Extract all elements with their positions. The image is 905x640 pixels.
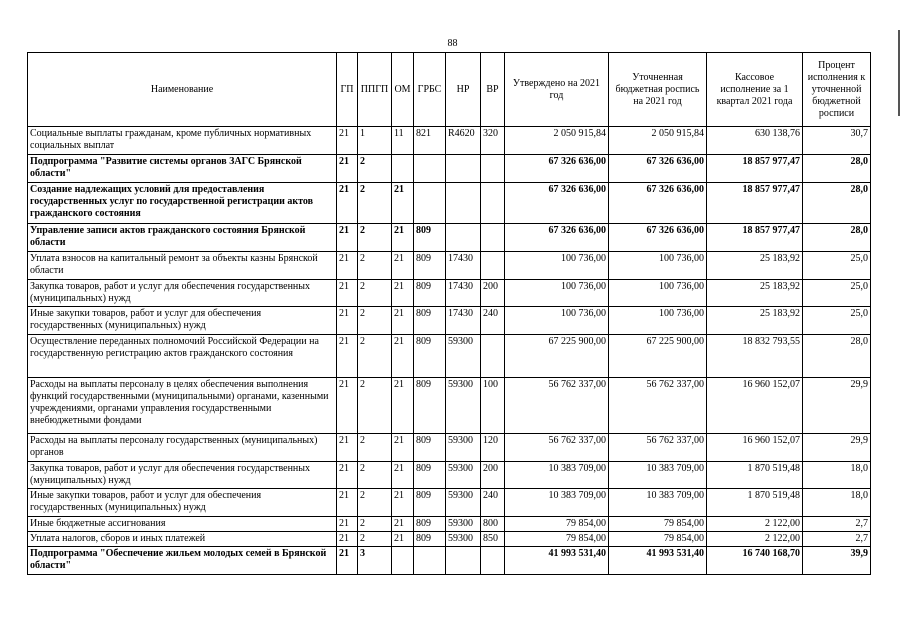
cell-approved: 67 326 636,00 bbox=[505, 155, 609, 183]
cell-nr: 17430 bbox=[446, 252, 481, 280]
cell-refined: 67 326 636,00 bbox=[609, 183, 707, 224]
cell-cash: 630 138,76 bbox=[707, 127, 803, 155]
header-nr: НР bbox=[446, 53, 481, 127]
cell-gp: 21 bbox=[337, 378, 358, 434]
table-row bbox=[28, 532, 871, 547]
cell-ppgp: 1 bbox=[358, 127, 392, 155]
header-name: Наименование bbox=[28, 53, 337, 127]
cell-cash: 2 122,00 bbox=[707, 517, 803, 532]
cell-approved: 100 736,00 bbox=[505, 307, 609, 335]
budget-execution-table bbox=[27, 52, 871, 575]
cell-approved: 10 383 709,00 bbox=[505, 489, 609, 517]
cell-cash: 16 960 152,07 bbox=[707, 378, 803, 434]
header-ppgp: ППГП bbox=[358, 53, 392, 127]
cell-nr: 17430 bbox=[446, 307, 481, 335]
cell-nr: 59300 bbox=[446, 378, 481, 434]
cell-gp: 21 bbox=[337, 307, 358, 335]
header-percent: Процент исполнения к уточненной бюджетной росписи bbox=[803, 53, 871, 127]
cell-om: 21 bbox=[392, 252, 414, 280]
header-grbs: ГРБС bbox=[414, 53, 446, 127]
cell-om: 21 bbox=[392, 307, 414, 335]
cell-grbs bbox=[414, 155, 446, 183]
cell-grbs: 809 bbox=[414, 335, 446, 378]
cell-om: 21 bbox=[392, 489, 414, 517]
cell-percent: 28,0 bbox=[803, 224, 871, 252]
cell-percent: 39,9 bbox=[803, 547, 871, 575]
cell-om bbox=[392, 155, 414, 183]
cell-om: 11 bbox=[392, 127, 414, 155]
cell-nr: 59300 bbox=[446, 434, 481, 462]
cell-approved: 100 736,00 bbox=[505, 280, 609, 307]
cell-vr bbox=[481, 547, 505, 575]
cell-vr bbox=[481, 183, 505, 224]
table-body bbox=[28, 127, 871, 575]
cell-grbs: 809 bbox=[414, 378, 446, 434]
cell-ppgp: 3 bbox=[358, 547, 392, 575]
cell-approved: 67 326 636,00 bbox=[505, 183, 609, 224]
cell-nr: 59300 bbox=[446, 462, 481, 489]
cell-gp: 21 bbox=[337, 489, 358, 517]
cell-vr: 100 bbox=[481, 378, 505, 434]
cell-grbs: 809 bbox=[414, 489, 446, 517]
table-row bbox=[28, 127, 871, 155]
cell-percent: 28,0 bbox=[803, 335, 871, 378]
cell-om: 21 bbox=[392, 224, 414, 252]
cell-gp: 21 bbox=[337, 127, 358, 155]
cell-cash: 25 183,92 bbox=[707, 252, 803, 280]
cell-cash: 16 740 168,70 bbox=[707, 547, 803, 575]
cell-percent: 30,7 bbox=[803, 127, 871, 155]
cell-grbs: 809 bbox=[414, 252, 446, 280]
cell-ppgp: 2 bbox=[358, 183, 392, 224]
table-row bbox=[28, 307, 871, 335]
cell-om: 21 bbox=[392, 462, 414, 489]
cell-cash: 16 960 152,07 bbox=[707, 434, 803, 462]
cell-refined: 56 762 337,00 bbox=[609, 378, 707, 434]
cell-approved: 67 326 636,00 bbox=[505, 224, 609, 252]
cell-ppgp: 2 bbox=[358, 224, 392, 252]
cell-name: Подпрограмма "Развитие системы органов ЗАГС Брянской области" bbox=[28, 155, 337, 183]
cell-percent: 28,0 bbox=[803, 155, 871, 183]
table-row bbox=[28, 547, 871, 575]
table-row bbox=[28, 378, 871, 434]
table-header-row bbox=[28, 53, 871, 127]
cell-ppgp: 2 bbox=[358, 280, 392, 307]
scan-edge-mark bbox=[898, 30, 900, 116]
cell-grbs bbox=[414, 547, 446, 575]
cell-name: Закупка товаров, работ и услуг для обеспечения государственных (муниципальных) нужд bbox=[28, 462, 337, 489]
cell-om: 21 bbox=[392, 434, 414, 462]
cell-gp: 21 bbox=[337, 335, 358, 378]
cell-percent: 29,9 bbox=[803, 378, 871, 434]
cell-refined: 100 736,00 bbox=[609, 307, 707, 335]
cell-cash: 1 870 519,48 bbox=[707, 462, 803, 489]
cell-cash: 25 183,92 bbox=[707, 280, 803, 307]
cell-approved: 79 854,00 bbox=[505, 517, 609, 532]
cell-cash: 18 857 977,47 bbox=[707, 224, 803, 252]
cell-grbs: 809 bbox=[414, 434, 446, 462]
cell-gp: 21 bbox=[337, 532, 358, 547]
cell-vr bbox=[481, 335, 505, 378]
table-row bbox=[28, 252, 871, 280]
cell-percent: 25,0 bbox=[803, 307, 871, 335]
cell-refined: 79 854,00 bbox=[609, 517, 707, 532]
cell-refined: 41 993 531,40 bbox=[609, 547, 707, 575]
page-number: 88 bbox=[447, 38, 458, 49]
cell-gp: 21 bbox=[337, 434, 358, 462]
cell-name: Уплата взносов на капитальный ремонт за объекты казны Брянской области bbox=[28, 252, 337, 280]
cell-cash: 18 857 977,47 bbox=[707, 155, 803, 183]
cell-refined: 10 383 709,00 bbox=[609, 462, 707, 489]
cell-percent: 29,9 bbox=[803, 434, 871, 462]
cell-percent: 25,0 bbox=[803, 252, 871, 280]
cell-grbs: 809 bbox=[414, 532, 446, 547]
cell-vr bbox=[481, 155, 505, 183]
cell-om bbox=[392, 547, 414, 575]
cell-cash: 1 870 519,48 bbox=[707, 489, 803, 517]
cell-ppgp: 2 bbox=[358, 335, 392, 378]
table-row bbox=[28, 280, 871, 307]
cell-refined: 67 326 636,00 bbox=[609, 224, 707, 252]
cell-grbs: 821 bbox=[414, 127, 446, 155]
cell-refined: 67 326 636,00 bbox=[609, 155, 707, 183]
cell-gp: 21 bbox=[337, 547, 358, 575]
cell-ppgp: 2 bbox=[358, 378, 392, 434]
cell-refined: 100 736,00 bbox=[609, 280, 707, 307]
cell-grbs: 809 bbox=[414, 307, 446, 335]
cell-ppgp: 2 bbox=[358, 462, 392, 489]
cell-om: 21 bbox=[392, 335, 414, 378]
cell-name: Осуществление переданных полномочий Российской Федерации на государственную регистрацию актов гражданского состояния bbox=[28, 335, 337, 378]
cell-ppgp: 2 bbox=[358, 155, 392, 183]
cell-percent: 18,0 bbox=[803, 489, 871, 517]
cell-om: 21 bbox=[392, 280, 414, 307]
cell-cash: 18 857 977,47 bbox=[707, 183, 803, 224]
table-row bbox=[28, 224, 871, 252]
cell-ppgp: 2 bbox=[358, 517, 392, 532]
cell-refined: 56 762 337,00 bbox=[609, 434, 707, 462]
cell-nr: 59300 bbox=[446, 517, 481, 532]
cell-name: Создание надлежащих условий для предоставления государственных услуг по государственной регистрации актов гражданского состояния bbox=[28, 183, 337, 224]
header-refined: Уточненная бюджетная роспись на 2021 год bbox=[609, 53, 707, 127]
cell-nr: 17430 bbox=[446, 280, 481, 307]
cell-approved: 79 854,00 bbox=[505, 532, 609, 547]
table-row bbox=[28, 335, 871, 378]
cell-name: Расходы на выплаты персоналу в целях обеспечения выполнения функций государственными (муниципальными) органами, казенными учреждениями, органами управления государственными внебюджетными фондами bbox=[28, 378, 337, 434]
cell-ppgp: 2 bbox=[358, 434, 392, 462]
cell-percent: 28,0 bbox=[803, 183, 871, 224]
table-row bbox=[28, 155, 871, 183]
cell-name: Иные закупки товаров, работ и услуг для обеспечения государственных (муниципальных) нужд bbox=[28, 489, 337, 517]
cell-nr bbox=[446, 155, 481, 183]
cell-nr: 59300 bbox=[446, 335, 481, 378]
cell-approved: 56 762 337,00 bbox=[505, 434, 609, 462]
cell-nr bbox=[446, 547, 481, 575]
cell-gp: 21 bbox=[337, 224, 358, 252]
cell-name: Иные закупки товаров, работ и услуг для обеспечения государственных (муниципальных) нужд bbox=[28, 307, 337, 335]
cell-grbs: 809 bbox=[414, 280, 446, 307]
cell-vr: 120 bbox=[481, 434, 505, 462]
cell-approved: 67 225 900,00 bbox=[505, 335, 609, 378]
cell-vr bbox=[481, 224, 505, 252]
cell-vr: 240 bbox=[481, 307, 505, 335]
header-approved: Утверждено на 2021 год bbox=[505, 53, 609, 127]
cell-ppgp: 2 bbox=[358, 489, 392, 517]
table-row bbox=[28, 489, 871, 517]
cell-vr bbox=[481, 252, 505, 280]
cell-grbs: 809 bbox=[414, 462, 446, 489]
cell-om: 21 bbox=[392, 517, 414, 532]
cell-nr: R4620 bbox=[446, 127, 481, 155]
cell-percent: 2,7 bbox=[803, 532, 871, 547]
cell-approved: 10 383 709,00 bbox=[505, 462, 609, 489]
cell-approved: 56 762 337,00 bbox=[505, 378, 609, 434]
header-cash: Кассовое исполнение за 1 квартал 2021 года bbox=[707, 53, 803, 127]
cell-nr bbox=[446, 224, 481, 252]
cell-name: Уплата налогов, сборов и иных платежей bbox=[28, 532, 337, 547]
cell-gp: 21 bbox=[337, 155, 358, 183]
table-row bbox=[28, 183, 871, 224]
cell-name: Социальные выплаты гражданам, кроме публичных нормативных социальных выплат bbox=[28, 127, 337, 155]
cell-cash: 2 122,00 bbox=[707, 532, 803, 547]
cell-grbs bbox=[414, 183, 446, 224]
cell-refined: 100 736,00 bbox=[609, 252, 707, 280]
cell-name: Расходы на выплаты персоналу государственных (муниципальных) органов bbox=[28, 434, 337, 462]
cell-name: Управление записи актов гражданского состояния Брянской области bbox=[28, 224, 337, 252]
cell-name: Подпрограмма "Обеспечение жильем молодых семей в Брянской области" bbox=[28, 547, 337, 575]
cell-percent: 18,0 bbox=[803, 462, 871, 489]
cell-nr: 59300 bbox=[446, 532, 481, 547]
cell-vr: 320 bbox=[481, 127, 505, 155]
cell-gp: 21 bbox=[337, 183, 358, 224]
cell-om: 21 bbox=[392, 378, 414, 434]
cell-name: Иные бюджетные ассигнования bbox=[28, 517, 337, 532]
cell-approved: 100 736,00 bbox=[505, 252, 609, 280]
cell-percent: 2,7 bbox=[803, 517, 871, 532]
cell-refined: 67 225 900,00 bbox=[609, 335, 707, 378]
cell-gp: 21 bbox=[337, 252, 358, 280]
cell-ppgp: 2 bbox=[358, 532, 392, 547]
cell-om: 21 bbox=[392, 183, 414, 224]
header-om: ОМ bbox=[392, 53, 414, 127]
cell-ppgp: 2 bbox=[358, 307, 392, 335]
cell-refined: 10 383 709,00 bbox=[609, 489, 707, 517]
cell-gp: 21 bbox=[337, 517, 358, 532]
cell-grbs: 809 bbox=[414, 517, 446, 532]
cell-approved: 2 050 915,84 bbox=[505, 127, 609, 155]
cell-om: 21 bbox=[392, 532, 414, 547]
cell-vr: 850 bbox=[481, 532, 505, 547]
cell-refined: 2 050 915,84 bbox=[609, 127, 707, 155]
cell-gp: 21 bbox=[337, 280, 358, 307]
cell-vr: 200 bbox=[481, 462, 505, 489]
cell-ppgp: 2 bbox=[358, 252, 392, 280]
cell-cash: 18 832 793,55 bbox=[707, 335, 803, 378]
cell-nr: 59300 bbox=[446, 489, 481, 517]
header-vr: ВР bbox=[481, 53, 505, 127]
cell-vr: 240 bbox=[481, 489, 505, 517]
cell-name: Закупка товаров, работ и услуг для обеспечения государственных (муниципальных) нужд bbox=[28, 280, 337, 307]
cell-nr bbox=[446, 183, 481, 224]
cell-refined: 79 854,00 bbox=[609, 532, 707, 547]
cell-grbs: 809 bbox=[414, 224, 446, 252]
cell-cash: 25 183,92 bbox=[707, 307, 803, 335]
cell-vr: 800 bbox=[481, 517, 505, 532]
table-row bbox=[28, 434, 871, 462]
header-gp: ГП bbox=[337, 53, 358, 127]
table-row bbox=[28, 517, 871, 532]
table-row bbox=[28, 462, 871, 489]
cell-gp: 21 bbox=[337, 462, 358, 489]
cell-percent: 25,0 bbox=[803, 280, 871, 307]
cell-approved: 41 993 531,40 bbox=[505, 547, 609, 575]
cell-vr: 200 bbox=[481, 280, 505, 307]
